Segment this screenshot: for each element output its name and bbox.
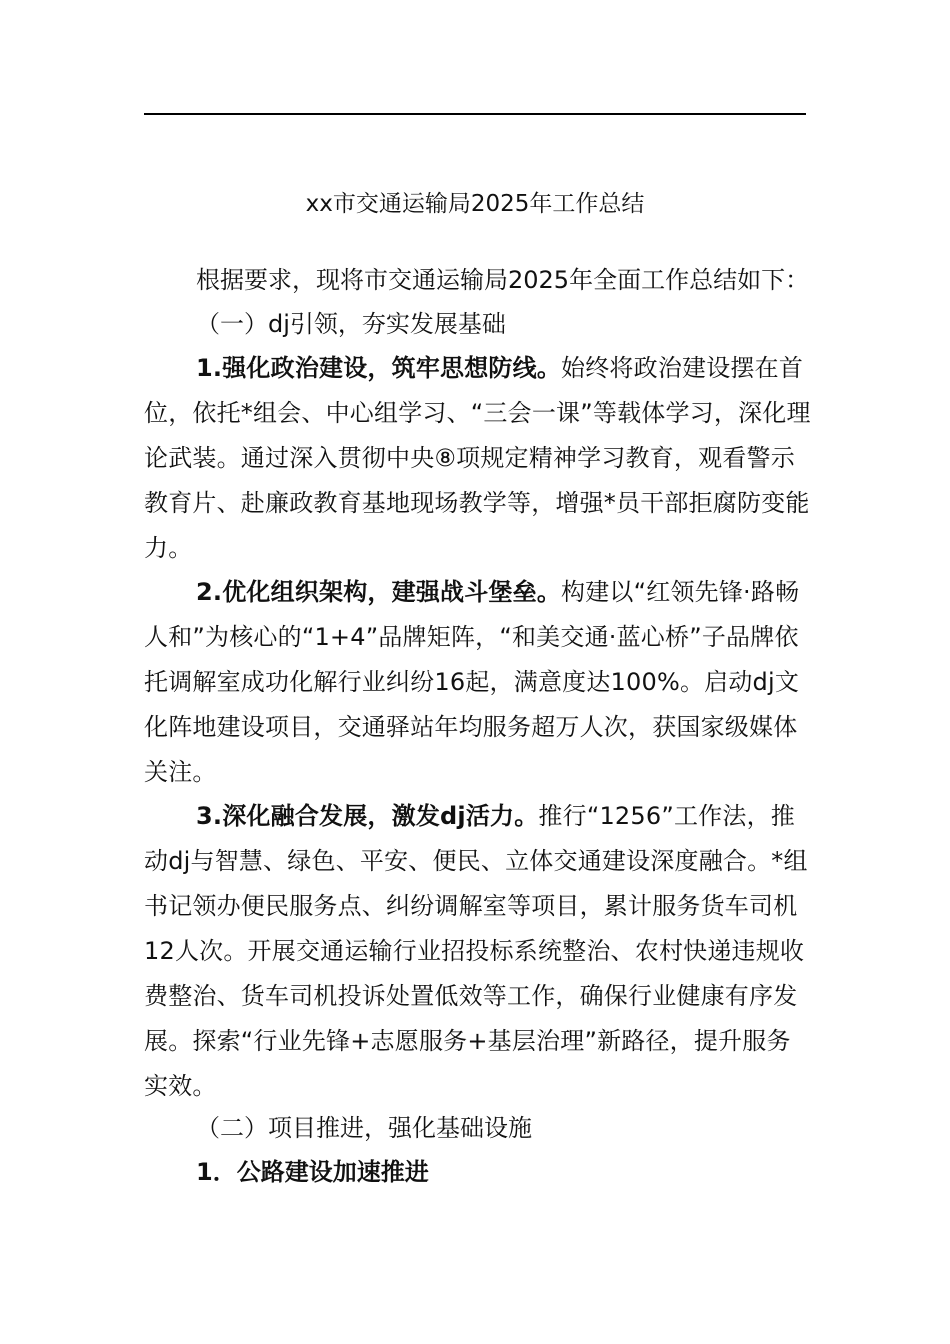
item-3-body: 推行“1256”工作法，推动dj与智慧、绿色、平安、便民、立体交通建设深度融合。*组书记领办便民服务点、纠纷调解室等项目，累计服务货车司机12人次。开展交通运输行业招投标系统整治、农村快递违规收费整治、货车司机投诉处置低效等工作，确保行业健康有序发展。探索“行业先锋+志愿服务+基层治理”新路径，提升服务实效。 bbox=[144, 802, 808, 1100]
item-2-paragraph bbox=[144, 570, 814, 795]
section-2-item-1: 1．公路建设加速推进 bbox=[196, 1158, 429, 1186]
item-2-body: 构建以“红领先锋·路畅人和”为核心的“1+4”品牌矩阵，“和美交通·蓝心桥”子品牌依托调解室成功化解行业纠纷16起，满意度达100%。启动dj文化阵地建设项目，交通驿站年均服务超万人次，获国家级媒体关注。 bbox=[144, 578, 800, 786]
intro-paragraph: 根据要求，现将市交通运输局2025年全面工作总结如下： bbox=[196, 266, 810, 294]
item-3-lead: 3.深化融合发展，激发dj活力。 bbox=[196, 802, 539, 830]
item-1-paragraph bbox=[144, 346, 814, 571]
header-rule bbox=[144, 113, 806, 115]
section-2-heading: （二）项目推进，强化基础设施 bbox=[196, 1114, 532, 1142]
item-1-body: 始终将政治建设摆在首位，依托*组会、中心组学习、“三会一课”等载体学习，深化理论武装。通过深入贯彻中央⑧项规定精神学习教育，观看警示教育片、赴廉政教育基地现场教学等，增强*员干部拒腐防变能力。 bbox=[144, 354, 811, 562]
item-1-lead: 1.强化政治建设，筑牢思想防线。 bbox=[196, 354, 562, 382]
item-2-lead: 2.优化组织架构，建强战斗堡垒。 bbox=[196, 578, 562, 606]
section-1-heading: （一）dj引领，夯实发展基础 bbox=[196, 310, 506, 338]
item-3-paragraph bbox=[144, 794, 814, 1109]
document-title: xx市交通运输局2025年工作总结 bbox=[305, 191, 645, 217]
